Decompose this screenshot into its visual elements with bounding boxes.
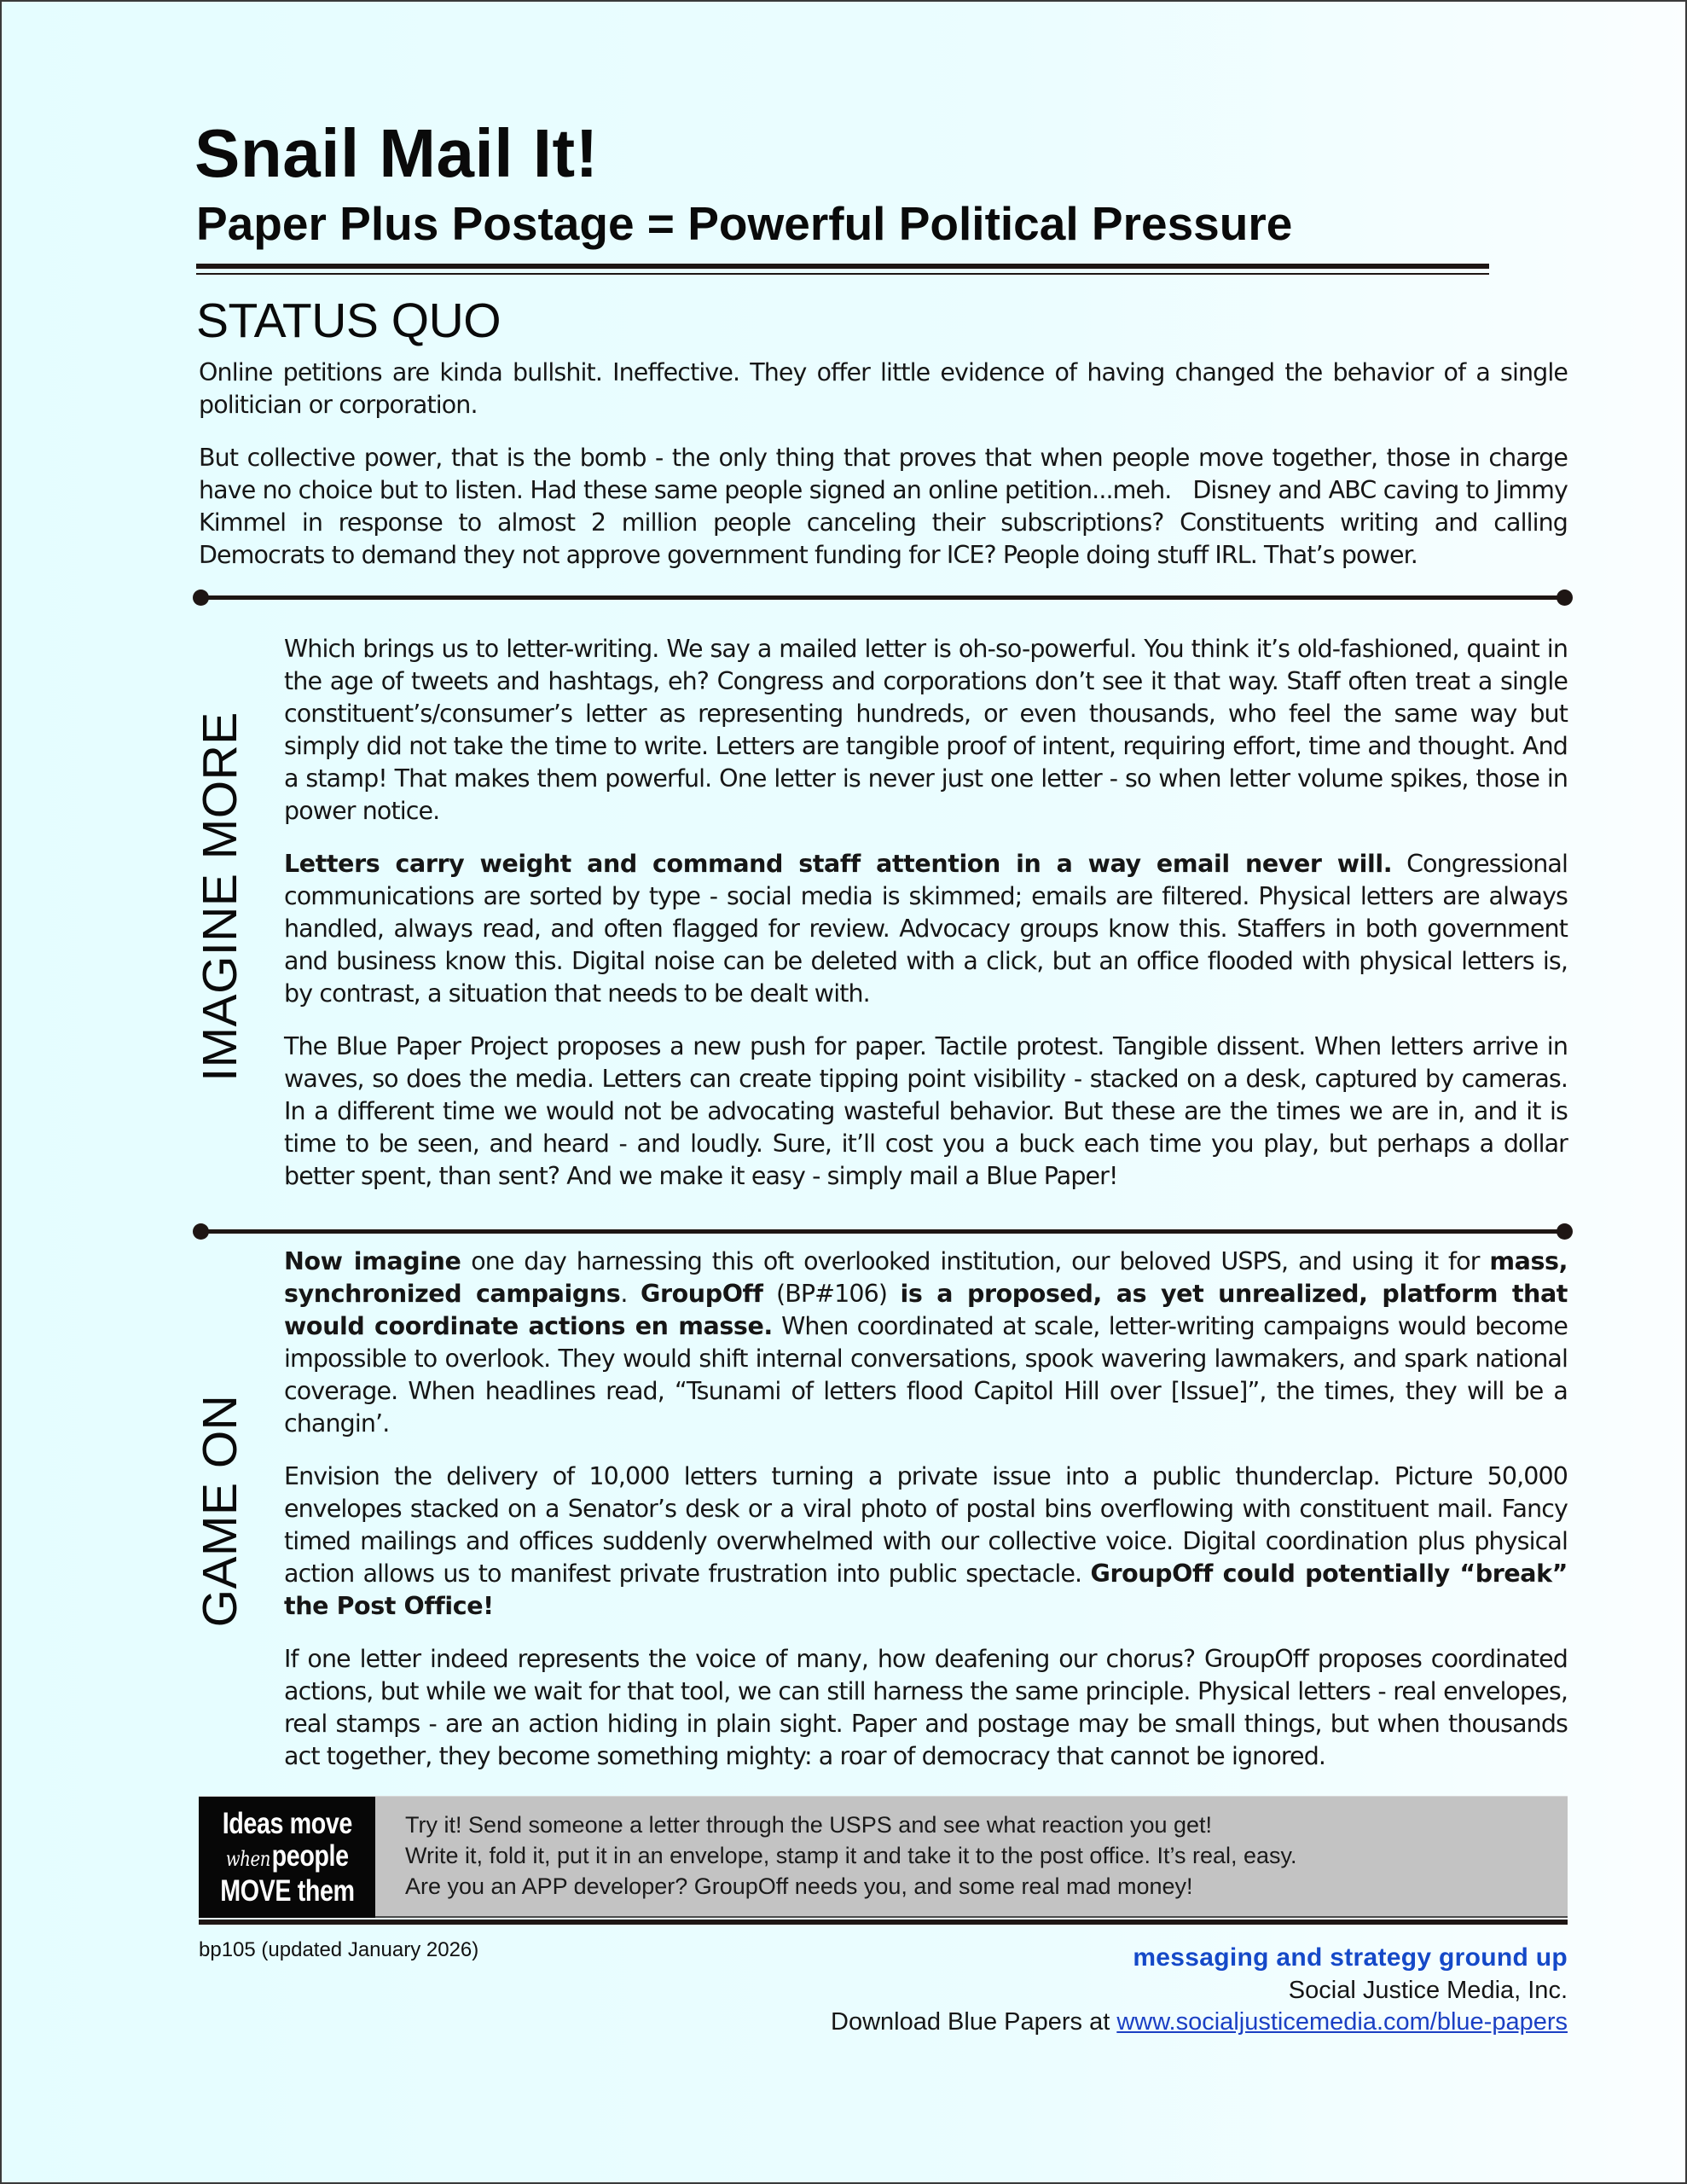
call-to-action-line: Are you an APP developer? GroupOff needs you, and some real mad money! (405, 1873, 1193, 1899)
status-quo-paragraph-1: Online petitions are kinda bullshit. Ineffective. They offer little evidence of having changed the behavior of a single politician or corporation. (199, 358, 1568, 419)
logo-line-1: Ideas move (222, 1806, 352, 1840)
game-on-paragraph-1 (284, 1246, 1568, 1440)
footer-rule (199, 1920, 1568, 1925)
game-on-paragraph-2 (284, 1461, 1568, 1623)
emphasis-text: Letters carry weight and command staff attention in a way email never will. (284, 850, 1393, 878)
logo-line-3: MOVE them (219, 1873, 355, 1908)
imagine-more-paragraph-3: The Blue Paper Project proposes a new push for paper. Tactile protest. Tangible dissent. When letters arrive in waves, so does the media. Letters can create tipping point visibility - stacked on a desk, captured by cameras. In a different time we would not be advocating wasteful behavior. But these are the times we are in, and it is time to be seen, and heard - and loudly. Sure, it’ll cost you a buck each time you play, but perhaps a dollar better spent, than sent? And we make it easy - simply mail a Blue Paper! (284, 1032, 1568, 1190)
call-to-action-box (199, 1796, 1568, 1918)
logo-people: people (271, 1838, 349, 1873)
emphasis-text: mass, synchronized campaigns (284, 1247, 1568, 1308)
status-quo-paragraph-2: But collective power, that is the bomb - the only thing that proves that when people move together, those in charge have no choice but to listen. Had these same people signed an online petition...meh. Disney and ABC caving to Jimmy Kimmel in response to almost 2 million people canceling their subscriptions? Constituents writing and calling Democrats to demand they not approve government funding for ICE? People doing stuff IRL. That’s power. (199, 444, 1568, 569)
section-divider-2 (198, 1229, 1568, 1234)
paragraph-text: Envision the delivery of 10,000 letters turning a private issue into a public thunderclap. Picture 50,000 envelopes stacked on a Senator’s desk or a viral photo of postal bins overflowing with constituent mail. Fancy timed mailings and offices suddenly overwhelmed with our collective voice. Digital coordination plus physical action allows us to manifest private frustration into public spectacle. (284, 1462, 1568, 1588)
imagine-more-paragraph-2 (284, 848, 1568, 1010)
blue-papers-link[interactable]: www.socialjusticemedia.com/blue-papers (1116, 2008, 1568, 2036)
call-to-action-text (405, 1809, 1297, 1902)
header-rule-thick (196, 264, 1489, 269)
call-to-action-line: Write it, fold it, put it in an envelope, stamp it and take it to the post office. It’s real, easy. (405, 1843, 1297, 1868)
page-title: Snail Mail It! (194, 115, 599, 191)
paragraph-text: . (620, 1280, 641, 1308)
call-to-action-line: Try it! Send someone a letter through the USPS and see what reaction you get! (405, 1812, 1213, 1838)
organization-name: Social Justice Media, Inc. (1288, 1977, 1568, 2004)
logo-when: when (225, 1846, 270, 1871)
download-prefix: Download Blue Papers at (831, 2008, 1117, 2036)
paragraph-text: (BP#106) (762, 1280, 901, 1308)
status-quo-heading: STATUS QUO (196, 293, 501, 348)
header-rule-thin (196, 273, 1489, 275)
status-quo-section (199, 357, 1568, 592)
document-id: bp105 (updated January 2026) (199, 1938, 479, 1961)
ideas-move-logo (199, 1797, 375, 1918)
tagline: messaging and strategy ground up (1133, 1943, 1568, 1972)
paragraph-text: When coordinated at scale, letter-writing campaigns would become impossible to overlook. They would shift internal conversations, spook wavering lawmakers, and spark national coverage. When headlines read, “Tsunami of letters flood Capitol Hill over [Issue]”, the times, they will be a changin’. (284, 1312, 1568, 1438)
page-subtitle: Paper Plus Postage = Powerful Political Pressure (196, 197, 1293, 250)
game-on-label: GAME ON (193, 1394, 247, 1628)
imagine-more-paragraph-1: Which brings us to letter-writing. We say a mailed letter is oh-so-powerful. You think it’s old-fashioned, quaint in the age of tweets and hashtags, eh? Congress and corporations don’t see it that way. Staff often treat a single constituent’s/consumer’s letter as representing hundreds, or even thousands, who feel the same way but simply did not take the time to write. Letters are tangible proof of intent, requiring effort, time and thought. And a stamp! That makes them powerful. One letter is never just one letter - so when letter volume spikes, those in power notice. (284, 635, 1568, 825)
paragraph-text: one day harnessing this oft overlooked institution, our beloved USPS, and using it for (461, 1247, 1490, 1275)
imagine-more-label: IMAGINE MORE (193, 712, 247, 1082)
logo-line-2 (226, 1840, 349, 1875)
emphasis-text: GroupOff could potentially “break” the Post Office! (284, 1560, 1568, 1620)
paragraph-text: Congressional communications are sorted by type - social media is skimmed; emails are filtered. Physical letters are always handled, always read, and often flagged for review. Advocacy groups know this. Staffers in both government and business know this. Digital noise can be deleted with a click, but an office flooded with physical letters is, by contrast, a situation that needs to be dealt with. (284, 850, 1568, 1008)
emphasis-text: GroupOff (640, 1280, 763, 1308)
section-divider-1 (198, 595, 1568, 600)
emphasis-text: Now imagine (284, 1247, 461, 1275)
download-line (831, 2008, 1568, 2036)
game-on-section (284, 1246, 1568, 1793)
imagine-more-section (284, 633, 1568, 1213)
game-on-paragraph-3: If one letter indeed represents the voice of many, how deafening our chorus? GroupOff proposes coordinated actions, but while we wait for that tool, we can still harness the same principle. Physical letters - real envelopes, real stamps - are an action hiding in plain sight. Paper and postage may be small things, but when thousands act together, they become something mighty: a roar of democracy that cannot be ignored. (284, 1645, 1568, 1770)
emphasis-text: is a proposed, as yet unrealized, platform that would coordinate actions en masse. (284, 1280, 1568, 1340)
